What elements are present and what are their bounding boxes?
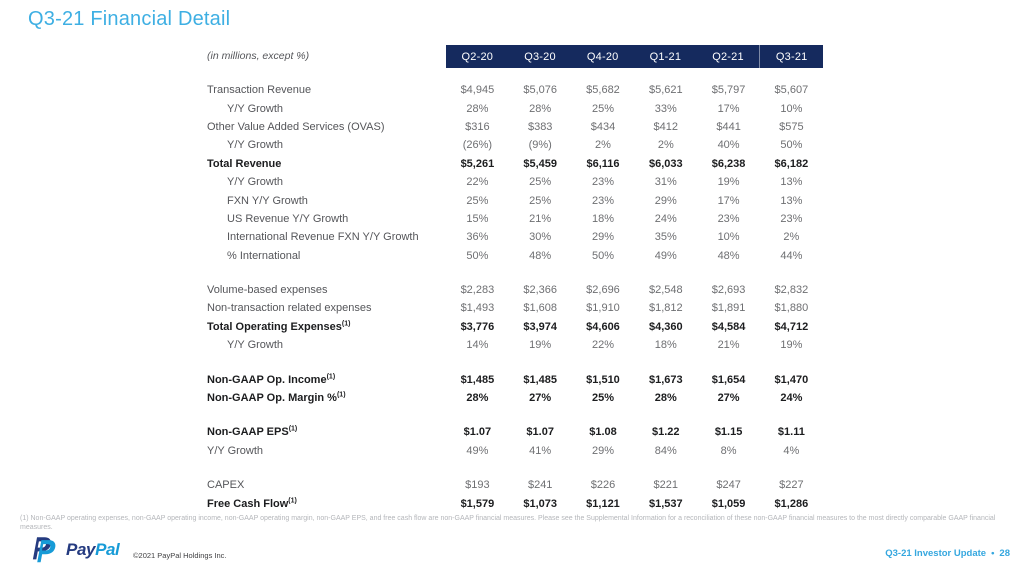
value-cell: 19% (717, 176, 740, 189)
table-row (207, 442, 823, 460)
section-spacer (207, 460, 823, 476)
value-cell: 2% (783, 231, 800, 244)
column-header: Q2-21 (712, 50, 744, 63)
table-row (207, 210, 823, 228)
value-cell: $441 (716, 120, 741, 133)
value-cell: 50% (780, 139, 803, 152)
value-cell: $2,696 (586, 284, 620, 297)
table-row (207, 173, 823, 191)
value-cell: 4% (783, 444, 800, 457)
value-cell: $3,776 (460, 320, 495, 333)
row-label: Non-GAAP Op. Income$^{(1)}$ (207, 373, 336, 386)
value-cell: $1,059 (711, 497, 746, 510)
value-cell: $412 (653, 120, 679, 133)
row-label: Volume-based expenses (207, 284, 328, 297)
table-row (207, 299, 823, 317)
value-cell: 29% (591, 444, 614, 457)
value-cell: $227 (779, 479, 804, 492)
value-cell: $1.07 (526, 426, 554, 439)
value-cell: $2,366 (523, 284, 558, 297)
value-cell: $1,537 (648, 497, 683, 510)
value-cell: $2,548 (648, 284, 683, 297)
value-cell: 10% (717, 231, 740, 244)
value-cell: $316 (465, 120, 490, 133)
row-label: Free Cash Flow$^{(1)}$ (207, 496, 297, 510)
value-cell: 18% (654, 339, 677, 352)
value-cell: $226 (590, 479, 616, 492)
value-cell: 19% (529, 339, 552, 352)
value-cell: 23% (717, 212, 740, 225)
row-label: Y/Y Growth (227, 339, 284, 352)
value-cell: 8% (720, 444, 737, 457)
value-cell: 17% (717, 194, 740, 207)
value-cell: 49% (466, 444, 489, 457)
section-spacer (207, 265, 823, 281)
value-cell: $4,360 (648, 320, 683, 333)
value-cell: 13% (780, 176, 803, 189)
table-row (207, 155, 823, 173)
value-cell: $1,470 (774, 373, 809, 386)
value-cell: 18% (591, 212, 614, 225)
value-cell: $6,238 (711, 157, 746, 170)
value-cell: $2,283 (460, 284, 495, 297)
value-cell: 36% (466, 231, 489, 244)
footnote-marker: (1) (341, 320, 351, 328)
value-cell: 48% (717, 249, 740, 262)
table-row (207, 136, 823, 154)
value-cell: $1,673 (648, 373, 683, 386)
page-number: 28 (999, 548, 1010, 559)
row-label: Y/Y Growth (227, 176, 284, 189)
value-cell: 10% (780, 102, 803, 115)
value-cell: $4,606 (586, 320, 620, 333)
footnote-marker: (1) (336, 391, 346, 399)
value-cell: 30% (529, 231, 552, 244)
value-cell: 28% (654, 392, 677, 405)
value-cell: 29% (654, 194, 677, 207)
table-row (207, 99, 823, 117)
value-cell: $5,797 (711, 84, 746, 97)
row-label: FXN Y/Y Growth (227, 194, 308, 207)
value-cell: $1,121 (586, 497, 620, 510)
value-cell: $2,693 (711, 284, 746, 297)
table-row (207, 81, 823, 99)
wordmark-pal: Pal (95, 540, 120, 559)
row-label: Non-GAAP EPS$^{(1)}$ (207, 425, 298, 439)
column-header: Q3-21 (759, 45, 823, 68)
value-cell: $4,712 (774, 320, 809, 333)
value-cell: $1.11 (777, 426, 805, 439)
value-cell: $383 (527, 120, 553, 133)
value-cell: $1,493 (460, 302, 495, 315)
value-cell: 84% (654, 444, 677, 457)
value-cell: $1.08 (589, 426, 617, 439)
value-cell: 28% (529, 102, 552, 115)
table-row (207, 318, 823, 336)
value-cell: $1,812 (648, 302, 683, 315)
value-cell: 25% (529, 176, 552, 189)
value-cell: 19% (780, 339, 803, 352)
value-cell: 25% (591, 102, 614, 115)
value-cell: $434 (590, 120, 616, 133)
financial-table (207, 45, 823, 513)
value-cell: 25% (529, 194, 552, 207)
value-cell: $5,621 (648, 84, 683, 97)
value-cell: $1,510 (586, 373, 620, 386)
page-title: Q3-21 Financial Detail (28, 8, 231, 30)
footer-page-info (885, 548, 1010, 559)
row-label: Transaction Revenue (207, 84, 312, 97)
value-cell: 22% (591, 339, 614, 352)
value-cell: 28% (466, 102, 489, 115)
value-cell: $247 (716, 479, 741, 492)
value-cell: (26%) (462, 139, 493, 152)
value-cell: $5,261 (460, 157, 495, 170)
value-cell: 29% (591, 231, 614, 244)
row-label: CAPEX (207, 479, 245, 492)
value-cell: $1.15 (714, 426, 743, 439)
value-cell: 50% (591, 249, 614, 262)
value-cell: $1,880 (774, 302, 809, 315)
row-label: Total Revenue (207, 157, 282, 170)
value-cell: 17% (717, 102, 740, 115)
value-cell: 40% (717, 139, 740, 152)
column-header: Q1-21 (649, 50, 682, 63)
column-header: Q4-20 (586, 50, 619, 63)
value-cell: $6,116 (586, 157, 620, 170)
table-header-columns (446, 45, 823, 68)
value-cell: $1,485 (523, 373, 558, 386)
value-cell: $1.07 (463, 426, 492, 439)
section-spacer (207, 354, 823, 370)
paypal-monogram-icon (28, 537, 60, 563)
table-row (207, 191, 823, 209)
value-cell: 50% (466, 249, 489, 262)
section-spacer (207, 407, 823, 423)
value-cell: 25% (466, 194, 489, 207)
value-cell: 31% (654, 176, 677, 189)
units-note: (in millions, except %) (207, 49, 310, 62)
value-cell: 21% (529, 212, 552, 225)
table-row (207, 494, 823, 512)
value-cell: 35% (654, 231, 677, 244)
value-cell: $6,033 (648, 157, 683, 170)
value-cell: $5,459 (523, 157, 558, 170)
value-cell: $2,832 (774, 284, 809, 297)
value-cell: $6,182 (774, 157, 809, 170)
value-cell: 27% (529, 392, 552, 405)
value-cell: $5,607 (774, 84, 809, 97)
table-body (207, 68, 823, 513)
value-cell: $193 (465, 479, 490, 492)
value-cell: $1,485 (460, 373, 495, 386)
column-header: Q3-20 (524, 50, 556, 63)
footnote-marker: (1) (288, 496, 297, 504)
row-label: Y/Y Growth (227, 102, 284, 115)
value-cell: $221 (653, 479, 679, 492)
value-cell: $5,682 (586, 84, 620, 97)
value-cell: 22% (466, 176, 489, 189)
value-cell: (9%) (528, 139, 552, 152)
value-cell: $4,584 (711, 320, 746, 333)
value-cell: 33% (654, 102, 677, 115)
row-label: US Revenue Y/Y Growth (227, 212, 349, 225)
footnote-marker: (1) (326, 373, 336, 380)
value-cell: 24% (654, 212, 677, 225)
table-header (207, 45, 823, 68)
value-cell: $1,910 (586, 302, 620, 315)
copyright-text: ©2021 PayPal Holdings Inc. (133, 551, 227, 560)
table-row (207, 247, 823, 265)
table-row (207, 228, 823, 246)
value-cell: 41% (529, 444, 552, 457)
value-cell: $1,073 (523, 497, 558, 510)
row-label: Other Value Added Services (OVAS) (207, 120, 385, 133)
value-cell: $575 (779, 120, 804, 133)
value-cell: $1.22 (652, 426, 680, 439)
table-row (207, 370, 823, 388)
value-cell: 25% (591, 392, 614, 405)
footnote-text: (1) Non-GAAP operating expenses, non-GAAP operating income, non-GAAP operating margin, non-GAAP EPS, and free cash flow are non-GAAP financial measures. Please see the Supplemental Information for a reconciliation of these non-GAAP financial measures to the most directly comparable GAAP financial measures. (20, 515, 996, 531)
value-cell: 23% (780, 212, 803, 225)
value-cell: 15% (466, 212, 489, 225)
table-row (207, 281, 823, 299)
wordmark-pay: Pay (66, 540, 96, 559)
value-cell: 48% (529, 249, 552, 262)
value-cell: 28% (466, 392, 489, 405)
value-cell: 13% (780, 194, 803, 207)
investor-update-label: Q3-21 Investor Update (885, 548, 987, 559)
value-cell: 23% (591, 176, 614, 189)
row-label: Y/Y Growth (207, 444, 264, 457)
value-cell: $1,891 (711, 302, 746, 315)
value-cell: $1,286 (774, 497, 809, 510)
row-label: Non-GAAP Op. Margin %$^{(1)}$ (207, 391, 346, 405)
row-label: International Revenue FXN Y/Y Growth (227, 231, 419, 244)
table-row (207, 423, 823, 441)
footnote-marker: (1) (288, 425, 298, 433)
table-row (207, 476, 823, 494)
page-separator: • (991, 548, 995, 559)
value-cell: 27% (717, 392, 740, 405)
row-label: Total Operating Expenses$^{(1)}$ (207, 320, 351, 333)
row-label: Y/Y Growth (227, 139, 284, 152)
value-cell: 2% (595, 139, 611, 152)
row-label: % International (227, 249, 301, 262)
value-cell: 44% (780, 249, 803, 262)
value-cell: $3,974 (523, 320, 558, 333)
value-cell: 23% (591, 194, 614, 207)
value-cell: $241 (527, 479, 553, 492)
value-cell: 2% (657, 139, 674, 152)
value-cell: $1,579 (460, 497, 495, 510)
column-header: Q2-20 (461, 50, 494, 63)
value-cell: $4,945 (460, 84, 495, 97)
value-cell: 24% (780, 392, 803, 405)
value-cell: $1,654 (711, 373, 746, 386)
row-label: Non-transaction related expenses (207, 302, 372, 315)
value-cell: 21% (717, 339, 740, 352)
paypal-wordmark (66, 540, 119, 560)
value-cell: 49% (654, 249, 677, 262)
value-cell: $5,076 (523, 84, 558, 97)
table-row (207, 336, 823, 354)
table-row (207, 389, 823, 407)
paypal-logo (28, 537, 119, 563)
table-row (207, 118, 823, 136)
value-cell: 14% (466, 339, 489, 352)
value-cell: $1,608 (523, 302, 558, 315)
